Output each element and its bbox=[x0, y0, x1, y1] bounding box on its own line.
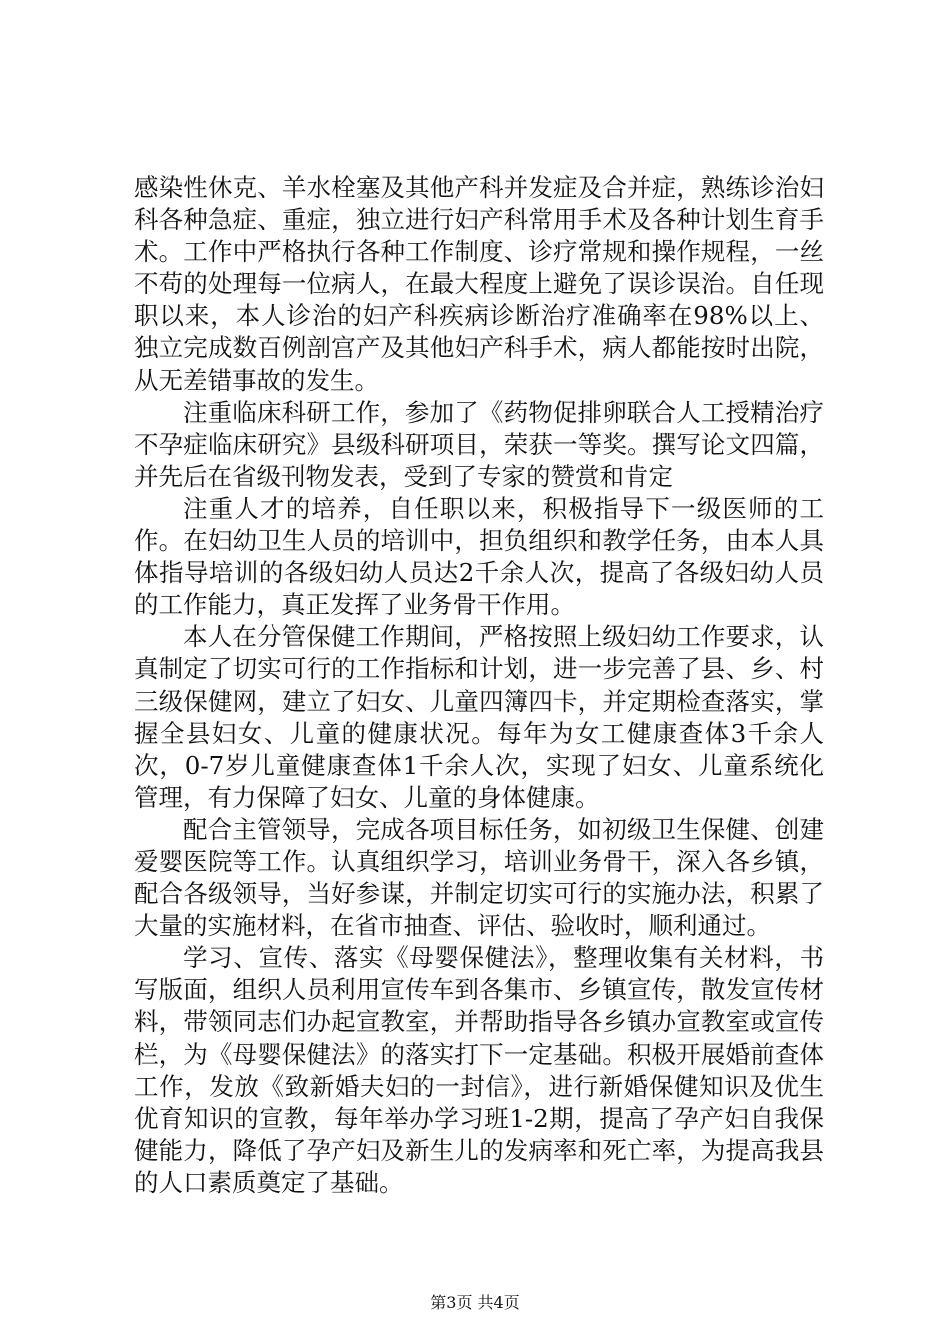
paragraph-4: 本人在分管保健工作期间，严格按照上级妇幼工作要求，认真制定了切实可行的工作指标和计划，进一步完善了县、乡、村三级保健网，建立了妇女、儿童四簿四卡，并定期检查落实，掌握全县妇女、儿童的健康状况。每年为女工健康查体3千余人次，0-7岁儿童健康查体1千余人次，实现了妇女、儿童系统化管理，有力保障了妇女、儿童的身体健康。 bbox=[134, 622, 824, 812]
paragraph-5: 配合主管领导，完成各项目标任务，如初级卫生保健、创建爱婴医院等工作。认真组织学习，培训业务骨干，深入各乡镇，配合各级领导，当好参谋，并制定切实可行的实施办法，积累了大量的实施材料，在省市抽查、评估、验收时，顺利通过。 bbox=[134, 814, 824, 941]
document-body bbox=[134, 172, 824, 1199]
paragraph-3: 注重人才的培养，自任职以来，积极指导下一级医师的工作。在妇幼卫生人员的培训中，担负组织和教学任务，由本人具体指导培训的各级妇幼人员达2千余人次，提高了各级妇幼人员的工作能力，真正发挥了业务骨干作用。 bbox=[134, 493, 824, 620]
page-number-footer: 第3页 共4页 bbox=[430, 1293, 520, 1312]
paragraph-1: 感染性休克、羊水栓塞及其他产科并发症及合并症，熟练诊治妇科各种急症、重症，独立进行妇产科常用手术及各种计划生育手术。工作中严格执行各种工作制度、诊疗常规和操作规程，一丝不苟的处理每一位病人，在最大程度上避免了误诊误治。自任现职以来，本人诊治的妇产科疾病诊断治疗准确率在98%以上、独立完成数百例剖宫产及其他妇产科手术，病人都能按时出院，从无差错事故的发生。 bbox=[134, 173, 824, 395]
paragraph-6: 学习、宣传、落实《母婴保健法》，整理收集有关材料，书写版面，组织人员利用宣传车到各集市、乡镇宣传，散发宣传材料，带领同志们办起宣教室，并帮助指导各乡镇办宣教室或宣传栏，为《母婴保健法》的落实打下一定基础。积极开展婚前查体工作，发放《致新婚夫妇的一封信》，进行新婚保健知识及优生优育知识的宣教，每年举办学习班1-2期，提高了孕产妇自我保健能力，降低了孕产妇及新生儿的发病率和死亡率，为提高我县的人口素质奠定了基础。 bbox=[134, 943, 824, 1197]
paragraph-2: 注重临床科研工作，参加了《药物促排卵联合人工授精治疗不孕症临床研究》县级科研项目，荣获一等奖。撰写论文四篇，并先后在省级刊物发表，受到了专家的赞赏和肯定 bbox=[134, 397, 824, 491]
